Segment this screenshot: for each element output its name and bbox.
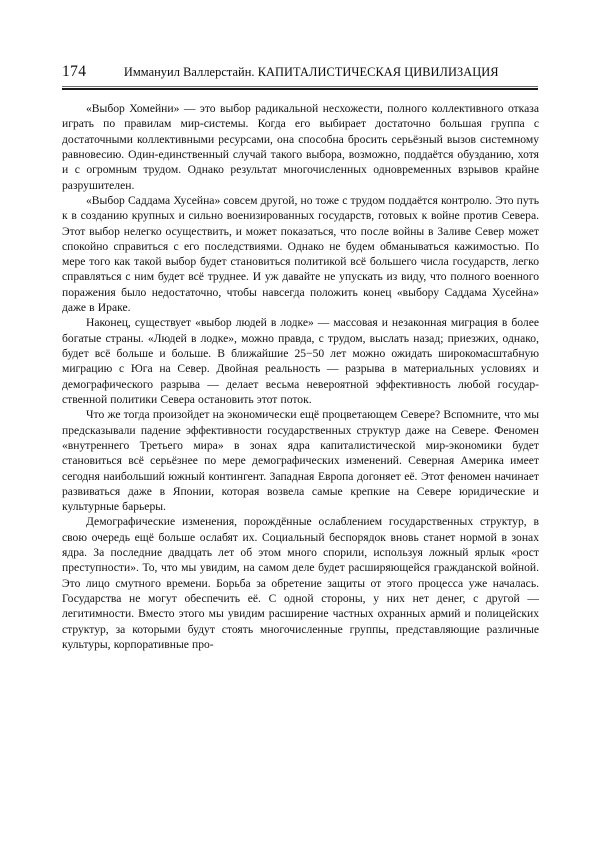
body-paragraph: «Выбор Хомейни» — это выбор радикальной несхожести, полного коллективного отказа играть по правилам мир-системы. Когда его выбирает достаточно большая группа с достаточными коллективными ресурсами, она способна бросить серьёзный вызов системному равновесию. Один-единственный случай такого выбора, возможно, поддаётся обузданию, хотя и с огромным трудом. Однако результат многочисленных одновременных взрывов крайне разрушителен. bbox=[62, 102, 539, 192]
header-divider-thick-line bbox=[62, 88, 538, 90]
body-paragraph: Наконец, существует «выбор людей в лодке» — массовая и незаконная миграция в более богатые страны. «Людей в лодке», можно правда, с трудом, выслать назад; приезжих, однако, будет всё больше и больше. В ближайшие 25−50 лет можно ожидать широкомасштабную миграцию с Юга на Север. Двойная реальность — разрыва в материальных условиях и демографического разрыва — делает весьма невероятной эффективность любой государственной политики Севера остановить этот поток. bbox=[62, 316, 539, 406]
page-number: 174 bbox=[62, 63, 87, 80]
running-head-title bbox=[86, 65, 538, 80]
running-head-author: Иммануил Валлерстайн. bbox=[123, 65, 255, 79]
body-text-column bbox=[62, 101, 539, 652]
running-head-work: КАПИТАЛИСТИЧЕСКАЯ ЦИВИЛИЗАЦИЯ bbox=[254, 65, 499, 79]
body-paragraph: Что же тогда произойдет на экономически ещё процветающем Севере? Вспомните, что мы предсказывали падение эффективности государственных структур даже на Севере. Феномен «внутреннего Третьего мира» в зонах ядра капиталистической мир-экономики будет становиться всё серьёзнее по мере демографических изменений. Северная Америка имеет сегодня наибольший южный контингент. Западная Европа догоняет её. Этот феномен начинает развиваться даже в Японии, которая возвела самые крепкие на Севере юридические и культурные барьеры. bbox=[62, 408, 539, 514]
running-head bbox=[62, 63, 538, 85]
body-paragraph: «Выбор Саддама Хусейна» совсем другой, но тоже с трудом поддаётся контролю. Это путь к в созданию крупных и сильно военизированных государств, готовых к войне против Севера. Этот выбор нелегко осуществить, и может показаться, что после войны в Заливе Север может спокойно справиться с его последствиями. Однако не будем обманываться кажимостью. По мере того как такой выбор будет становиться политикой всё большего числа государств, легко справляться с ним будет всё труднее. И уж давайте не упускать из виду, что полного военного поражения было недостаточно, чтобы навсегда положить конец «выбору Саддама Хусейна» даже в Ираке. bbox=[62, 193, 539, 315]
header-divider bbox=[62, 86, 538, 90]
body-paragraph: Демографические изменения, порождённые ослаблением государственных структур, в свою очередь ещё больше ослабят их. Социальный беспорядок вновь станет нормой в зонах ядра. За последние двадцать лет об этом много спорили, используя ложный ярлык «рост преступности». То, что мы увидим, на самом деле будет расширяющейся гражданской войной. Это лицо смутного времени. Борьба за обретение защиты от этого процесса уже началась. Государства не могут обеспечить её. С одной стороны, у них нет денег, с другой — легитимности. Вместо этого мы увидим расширение частных охранных армий и полицейских структур, за которыми будут стоять многочисленные группы, представляющие различные культуры, корпоративные про- bbox=[62, 515, 539, 651]
